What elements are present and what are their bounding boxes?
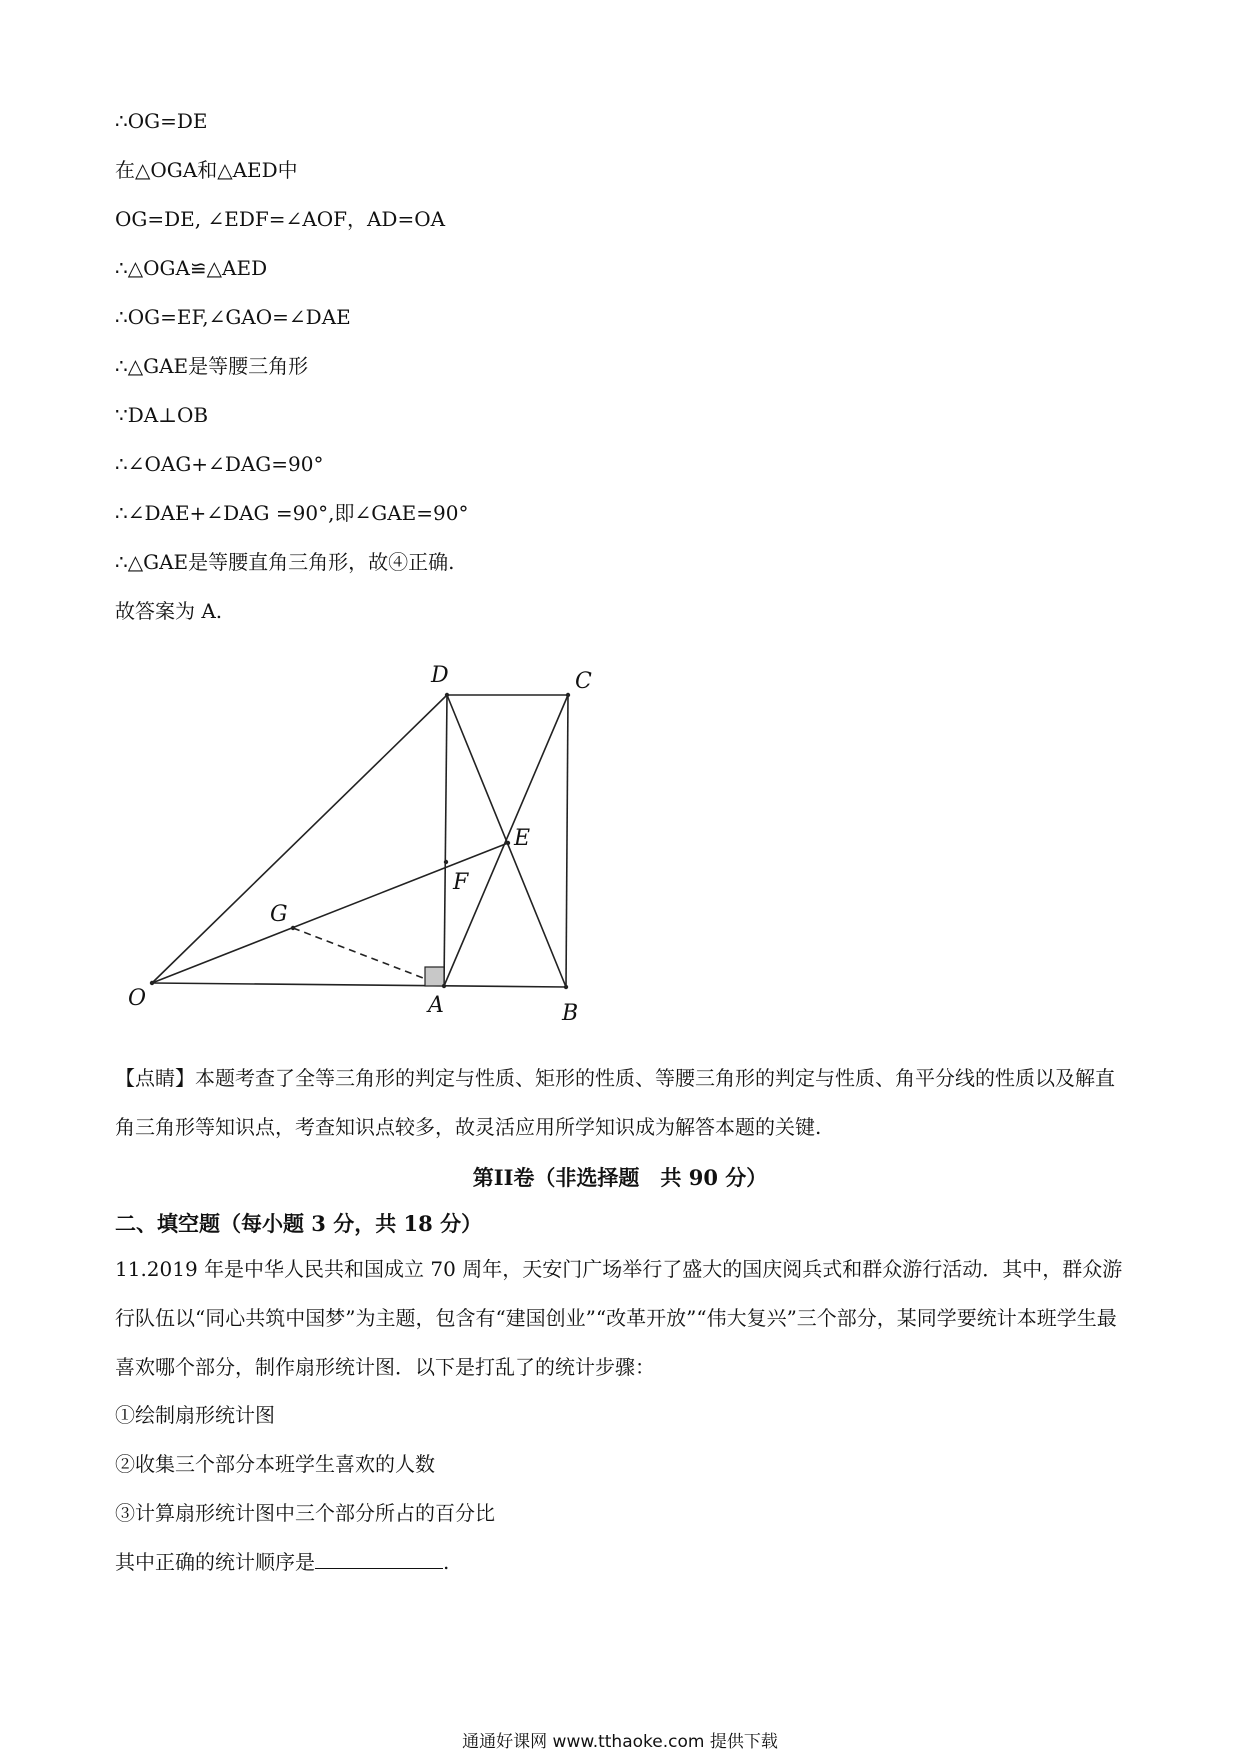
label-e: E [514,826,531,851]
segment-ob [152,983,566,987]
question-11-prompt [115,1549,449,1575]
segment-cb [566,695,568,987]
commentary: 【点睛】本题考查了全等三角形的判定与性质、矩形的性质、等腰三角形的判定与性质、角平分线的性质以及解直角三角形等知识点，考查知识点较多，故灵活应用所学知识成为解答本题的关键. [115,1066,1115,1139]
proof-line: ∴∠DAE+∠DAG =90°,即∠GAE=90° [115,501,469,525]
label-f: F [453,870,469,895]
proof-line: ∴OG=EF,∠GAO=∠DAE [115,305,351,329]
answer-line: 故答案为 A. [115,599,223,623]
segment-ac [444,695,568,986]
proof-line: ∴∠OAG+∠DAG=90° [115,452,324,476]
label-b: B [562,1001,579,1025]
prompt-text: 其中正确的统计顺序是 [115,1550,315,1574]
answer-blank[interactable] [315,1550,443,1569]
right-angle-mark [425,967,444,986]
page-footer: 通通好课网 www.tthaoke.com 提供下载 [462,1732,778,1752]
dashed-segment-ga [293,928,444,986]
step-item: ③计算扇形统计图中三个部分所占的百分比 [115,1501,495,1525]
question-11-stem: 11.2019 年是中华人民共和国成立 70 周年，天安门广场举行了盛大的国庆阅兵式和群众游行活动．其中，群众游行队伍以“同心共筑中国梦”为主题，包含有“建国创业”“改革开放”“伟大复兴”三个部分，某同学要统计本班学生最喜欢哪个部分，制作扇形统计图．以下是打乱了的统计步骤： [115,1257,1123,1379]
proof-line: ∴OG=DE [115,109,208,133]
label-g: G [270,902,288,927]
proof-line: ∵DA⊥OB [115,403,209,427]
label-o: O [128,986,147,1011]
proof-line: ∴△GAE是等腰直角三角形，故④正确. [115,550,455,574]
step-item: ①绘制扇形统计图 [115,1403,275,1427]
proof-line: ∴△GAE是等腰三角形 [115,354,309,378]
segment-da [444,695,447,986]
label-d: D [431,663,449,688]
section-title: 第II卷（非选择题 共 90 分） [472,1165,768,1190]
proof-line: OG=DE, ∠EDF=∠AOF，AD=OA [115,207,446,231]
part-heading: 二、填空题（每小题 3 分，共 18 分） [115,1211,483,1236]
label-a: A [428,993,444,1018]
proof-line: 在△OGA和△AED中 [115,158,298,182]
segment-od [152,695,447,983]
prompt-end: . [443,1550,450,1574]
geometry-figure [120,655,620,1025]
proof-line: ∴△OGA≌△AED [115,256,268,280]
label-c: C [575,669,592,694]
step-item: ②收集三个部分本班学生喜欢的人数 [115,1452,435,1476]
